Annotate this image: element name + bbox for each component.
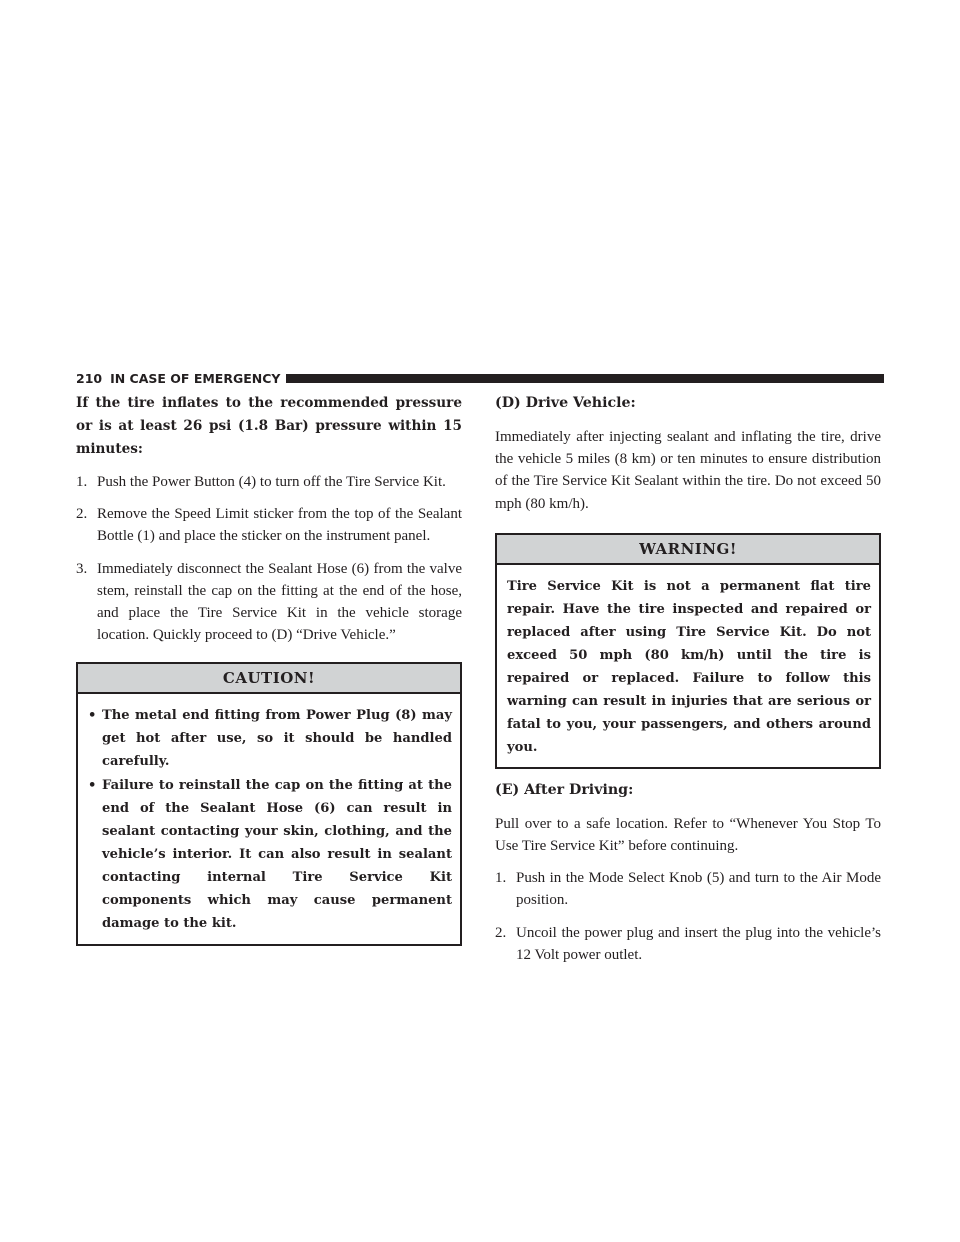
step-text: Immediately disconnect the Sealant Hose (6) from the valve stem, reinstall the cap on the fitting at the end of the hose, and place the Tire Service Kit in the vehicle storage location. Quickly proceed to (D) “Drive Vehicle.”	[97, 560, 462, 644]
after-driving-text: Pull over to a safe location. Refer to “Whenever You Stop To Use Tire Service Kit” before continuing.	[495, 815, 881, 855]
step-number: 1.	[76, 474, 88, 490]
intro-condition: If the tire inflates to the recommended pressure or is at least 26 psi (1.8 Bar) pressure within 15 minutes:	[76, 395, 462, 457]
list-item	[495, 867, 881, 911]
step-text: Push the Power Button (4) to turn off the Tire Service Kit.	[97, 474, 446, 490]
step-number: 3.	[76, 560, 88, 577]
list-item	[76, 558, 462, 647]
drive-vehicle-heading: (D) Drive Vehicle:	[495, 395, 636, 411]
step-text: Push in the Mode Select Knob (5) and turn to the Air Mode position.	[516, 870, 881, 909]
caution-text: Failure to reinstall the cap on the fitting at the end of the Sealant Hose (6) can result in sealant contacting your skin, clothing, and the vehicle’s interior. It can also result in sealant contacting internal Tire Service Kit components which may cause permanent damage to the kit.	[102, 778, 452, 932]
bullet-icon: •	[88, 778, 97, 794]
caution-body	[78, 694, 460, 944]
list-item	[88, 704, 452, 773]
caution-list	[88, 704, 452, 935]
header-rule	[286, 374, 884, 383]
step-number: 2.	[495, 924, 507, 941]
drive-vehicle-text: Immediately after injecting sealant and inflating the tire, drive the vehicle 5 miles (8 km) or ten minutes to ensure distribution of the Tire Service Kit Sealant within the tire. Do not exceed 50 mph (80 km/h).	[495, 429, 881, 512]
right-steps-list	[495, 867, 881, 966]
list-item	[76, 471, 462, 493]
warning-title: WARNING!	[497, 535, 879, 565]
left-column	[76, 392, 462, 946]
warning-body	[497, 565, 879, 767]
after-driving-heading: (E) After Driving:	[495, 781, 634, 798]
caution-text: The metal end fitting from Power Plug (8) may get hot after use, so it should be handled carefully.	[102, 708, 452, 770]
step-text: Remove the Speed Limit sticker from the top of the Sealant Bottle (1) and place the sticker on the instrument panel.	[97, 506, 462, 545]
step-number: 1.	[495, 870, 507, 887]
page-header	[76, 370, 884, 386]
page-number: 210	[76, 370, 103, 386]
left-steps-list	[76, 471, 462, 646]
caution-title: CAUTION!	[78, 664, 460, 694]
step-number: 2.	[76, 506, 88, 523]
warning-box	[495, 533, 881, 769]
step-text: Uncoil the power plug and insert the plug into the vehicle’s 12 Volt power outlet.	[516, 924, 881, 963]
list-item	[88, 774, 452, 935]
caution-box	[76, 662, 462, 946]
right-column	[495, 392, 881, 976]
warning-text: Tire Service Kit is not a permanent flat tire repair. Have the tire inspected and repaired or replaced after using Tire Service Kit. Do not exceed 50 mph (80 km/h) until the tire is repaired or replaced. Failure to follow this warning can result in injuries that are serious or fatal to you, your passengers, and others around you.	[507, 578, 871, 755]
section-title: IN CASE OF EMERGENCY	[110, 370, 281, 386]
bullet-icon: •	[88, 708, 97, 724]
list-item	[76, 503, 462, 547]
list-item	[495, 922, 881, 966]
